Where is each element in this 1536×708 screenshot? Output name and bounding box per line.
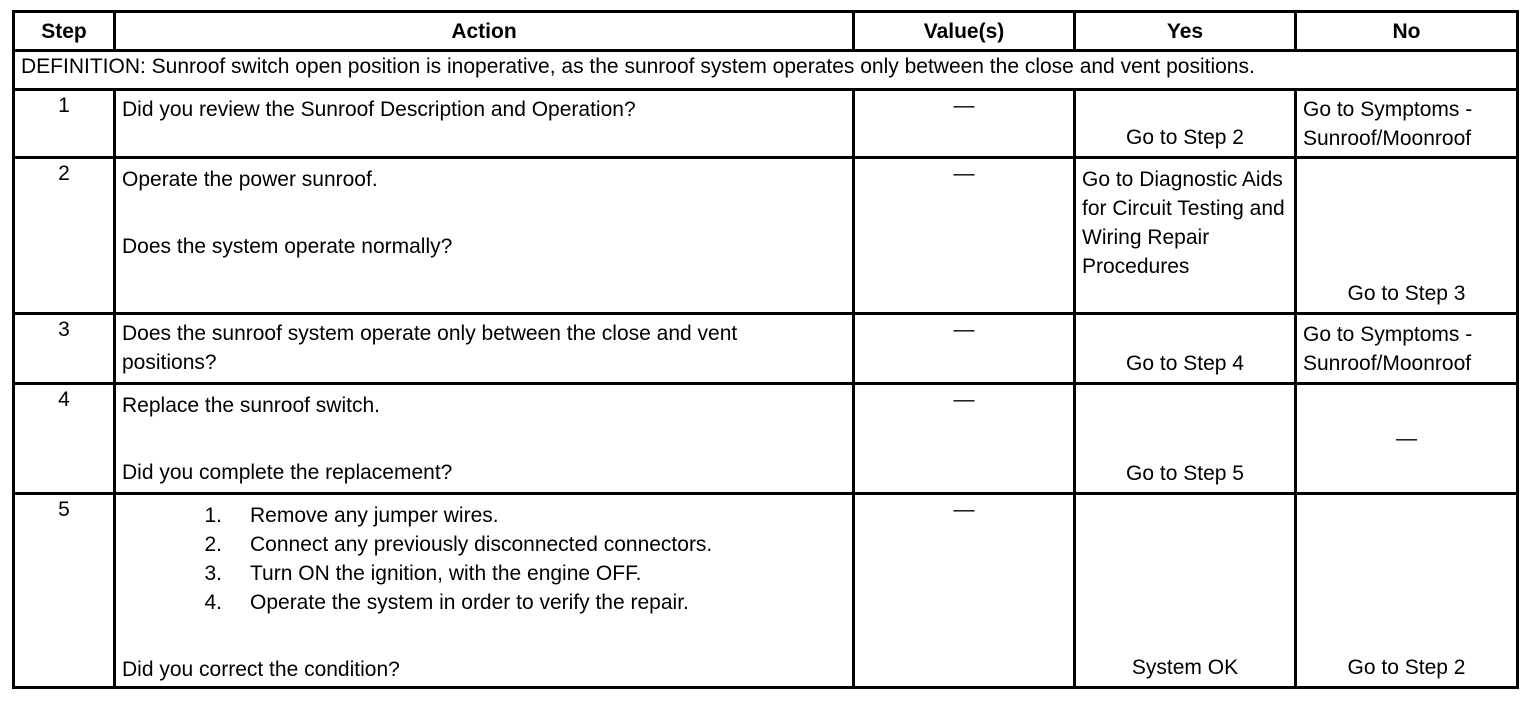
action-text: Replace the sunroof switch. <box>122 394 380 417</box>
yes-text: Go to Step 2 <box>1126 126 1244 149</box>
list-item <box>122 501 846 530</box>
header-yes: Yes <box>1075 12 1296 51</box>
value-cell: — <box>854 384 1075 494</box>
step-number: 2 <box>14 158 115 314</box>
no-cell <box>1296 384 1518 494</box>
value-cell: — <box>854 90 1075 158</box>
action-cell <box>115 90 854 158</box>
table-row <box>14 90 1518 158</box>
table-row <box>14 384 1518 494</box>
value-cell: — <box>854 494 1075 688</box>
list-item-text: Connect any previously disconnected connectors. <box>250 533 713 556</box>
no-text: — <box>1396 427 1417 450</box>
diagnostic-table <box>12 10 1519 689</box>
yes-cell <box>1075 158 1296 314</box>
list-item <box>122 588 846 617</box>
action-text: Operate the power sunroof. <box>122 168 378 191</box>
list-item-number: 2. <box>204 533 222 556</box>
list-item-number: 1. <box>204 504 222 527</box>
action-question: Did you complete the replacement? <box>122 461 453 484</box>
list-item-number: 4. <box>204 591 222 614</box>
header-step: Step <box>14 12 115 51</box>
action-cell <box>115 384 854 494</box>
value-cell: — <box>854 314 1075 384</box>
action-cell <box>115 494 854 688</box>
step-number: 1 <box>14 90 115 158</box>
definition-text: DEFINITION: Sunroof switch open position is inoperative, as the sunroof system operates only between the close and vent positions. <box>14 51 1518 90</box>
no-text: Go to Step 3 <box>1347 282 1466 305</box>
list-item <box>122 530 846 559</box>
action-question: Does the system operate normally? <box>122 235 453 258</box>
step-number: 4 <box>14 384 115 494</box>
list-item-text: Remove any jumper wires. <box>250 504 499 527</box>
list-item-text: Operate the system in order to verify the repair. <box>250 591 689 614</box>
action-text: Did you review the Sunroof Description and Operation? <box>122 98 636 121</box>
table-row <box>14 314 1518 384</box>
header-no: No <box>1296 12 1518 51</box>
value-cell: — <box>854 158 1075 314</box>
action-cell <box>115 314 854 384</box>
repair-steps-list <box>122 501 846 617</box>
yes-text: Go to Step 4 <box>1126 352 1244 375</box>
list-item <box>122 559 846 588</box>
yes-cell <box>1075 384 1296 494</box>
no-text: Go to Step 2 <box>1347 656 1466 679</box>
yes-cell <box>1075 90 1296 158</box>
no-text: Go to Symptoms - Sunroof/Moonroof <box>1303 97 1473 150</box>
list-item-text: Turn ON the ignition, with the engine OFF. <box>250 562 642 585</box>
action-text: Does the sunroof system operate only between the close and vent positions? <box>122 322 738 374</box>
step-number: 3 <box>14 314 115 384</box>
list-item-number: 3. <box>204 562 222 585</box>
no-cell <box>1296 494 1518 688</box>
no-cell <box>1296 90 1518 158</box>
header-values: Value(s) <box>854 12 1075 51</box>
table-row <box>14 494 1518 688</box>
header-action: Action <box>115 12 854 51</box>
no-cell <box>1296 314 1518 384</box>
no-text: Go to Symptoms - Sunroof/Moonroof <box>1303 322 1473 375</box>
yes-cell <box>1075 314 1296 384</box>
yes-text: Go to Diagnostic Aids for Circuit Testing and Wiring Repair Procedures <box>1082 168 1285 278</box>
header-row <box>14 12 1518 51</box>
step-number: 5 <box>14 494 115 688</box>
action-question: Did you correct the condition? <box>122 658 400 681</box>
yes-text: Go to Step 5 <box>1126 462 1244 485</box>
definition-row <box>14 51 1518 90</box>
yes-cell <box>1075 494 1296 688</box>
yes-text: System OK <box>1131 656 1239 679</box>
table-row <box>14 158 1518 314</box>
no-cell <box>1296 158 1518 314</box>
action-cell <box>115 158 854 314</box>
